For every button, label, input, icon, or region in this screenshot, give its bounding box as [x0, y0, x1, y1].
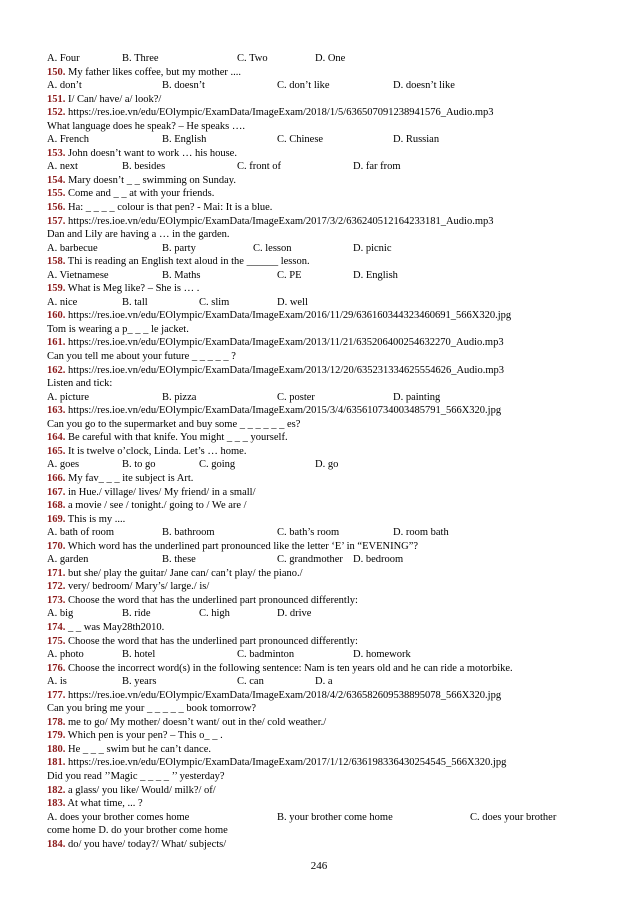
question-line	[47, 540, 607, 554]
answer-options	[47, 296, 607, 310]
question-line	[47, 174, 607, 188]
question-number: 162.	[47, 364, 66, 376]
answer-option: C. lesson	[253, 242, 292, 254]
answer-option: D. well	[277, 296, 308, 308]
question-text: He _ _ _ swim but he can’t dance.	[65, 743, 211, 755]
question-number: 150.	[47, 66, 66, 78]
question-line	[47, 689, 607, 703]
answer-options	[47, 553, 607, 567]
question-line	[47, 797, 607, 811]
question-number: 172.	[47, 581, 66, 593]
question-number: 153.	[47, 147, 66, 159]
question-line	[47, 350, 607, 364]
answer-option: B. bathroom	[162, 527, 215, 539]
answer-option: A. picture	[47, 391, 89, 403]
answer-options	[47, 242, 607, 256]
question-text: Can you go to the supermarket and buy some _ _ _ _ _ _ es?	[47, 418, 301, 430]
question-line	[47, 716, 607, 730]
question-line	[47, 255, 607, 269]
answer-option: C. can	[237, 676, 264, 688]
question-line	[47, 431, 607, 445]
answer-option: B. doesn’t	[162, 80, 205, 92]
answer-option: C. Two	[237, 53, 268, 64]
question-line	[47, 106, 607, 120]
answer-option: D. drive	[277, 608, 312, 620]
answer-option: D. doesn’t like	[393, 80, 455, 92]
answer-option: C. front of	[237, 161, 282, 173]
answer-option: D. picnic	[353, 242, 392, 254]
question-line	[47, 377, 607, 391]
answer-option: C. Chinese	[277, 134, 324, 146]
question-number: 155.	[47, 188, 66, 200]
answer-option: D. bedroom	[353, 554, 404, 566]
question-text: https://res.ioe.vn/edu/EOlympic/ExamData/ImageExam/2018/1/5/636507091238941576_Audio.mp3	[65, 107, 494, 119]
question-text: a movie / see / tonight./ going to / We are /	[65, 500, 247, 512]
question-text: I/ Can/ have/ a/ look?/	[65, 93, 162, 105]
answer-option: D. homework	[353, 649, 411, 661]
question-text: Which word has the underlined part pronounced like the letter ‘E’ in “EVENING”?	[65, 540, 419, 552]
answer-options	[47, 79, 607, 93]
question-text: Be careful with that knife. You might _ _ _ yourself.	[65, 432, 288, 444]
question-text: Which pen is your pen? – This o_ _ .	[65, 730, 223, 742]
question-number: 176.	[47, 662, 66, 674]
question-line	[47, 486, 607, 500]
question-line	[47, 187, 607, 201]
answer-option: A. goes	[47, 459, 80, 471]
answer-option: A. nice	[47, 296, 78, 308]
answer-option: B. Maths	[162, 269, 201, 281]
question-line	[47, 228, 607, 242]
answer-option: C. don’t like	[277, 80, 330, 92]
question-text: me to go/ My mother/ doesn’t want/ out in the/ cold weather./	[65, 716, 327, 728]
question-text: Can you bring me your _ _ _ _ _ book tomorrow?	[47, 703, 257, 715]
question-text: a glass/ you like/ Would/ milk?/ of/	[65, 784, 216, 796]
question-number: 167.	[47, 486, 66, 498]
question-number: 160.	[47, 310, 66, 322]
question-text: https://res.ioe.vn/edu/EOlympic/ExamData/ImageExam/2016/11/29/636160344323460691_566X320.jpg	[65, 310, 512, 322]
question-text: Did you read ’’Magic _ _ _ _ ’’ yesterday?	[47, 770, 225, 782]
question-number: 174.	[47, 621, 66, 633]
question-number: 165.	[47, 445, 66, 457]
answer-option: D. a	[315, 676, 333, 688]
answer-options	[47, 675, 607, 689]
question-text: https://res.ioe.vn/edu/EOlympic/ExamData/ImageExam/2017/3/2/636240512164233181_Audio.mp3	[65, 215, 494, 227]
question-text: Can you tell me about your future _ _ _ _ _ ?	[47, 351, 236, 363]
question-text: What is Meg like? – She is … .	[65, 283, 200, 295]
question-number: 177.	[47, 689, 66, 701]
question-text: very/ bedroom/ Mary’s/ large./ is/	[65, 581, 210, 593]
question-line	[47, 323, 607, 337]
answer-option: B. these	[162, 554, 196, 566]
answer-option: C. slim	[199, 296, 230, 308]
answer-option: B. besides	[122, 161, 166, 173]
answer-options	[47, 133, 607, 147]
question-line	[47, 418, 607, 432]
question-text: Dan and Lily are having a … in the garden.	[47, 229, 230, 241]
answer-option: B. hotel	[122, 649, 156, 661]
answer-option: A. photo	[47, 649, 84, 661]
question-number: 178.	[47, 716, 66, 728]
question-line	[47, 336, 607, 350]
question-number: 182.	[47, 784, 66, 796]
answer-option: C. poster	[277, 391, 315, 403]
question-number: 161.	[47, 337, 66, 349]
question-line	[47, 364, 607, 378]
question-text: Choose the word that has the underlined part pronounced differently:	[65, 594, 358, 606]
question-number: 168.	[47, 500, 66, 512]
question-text: John doesn’t want to work … his house.	[65, 147, 237, 159]
question-text: Thi is reading an English text aloud in the ______ lesson.	[65, 256, 310, 268]
answer-option: B. tall	[122, 296, 148, 308]
question-text: https://res.ioe.vn/edu/EOlympic/ExamData/ImageExam/2018/4/2/636582609538895078_566X320.jpg	[65, 689, 502, 701]
question-number: 181.	[47, 757, 66, 769]
question-text: but she/ play the guitar/ Jane can/ can’t play/ the piano./	[65, 567, 303, 579]
question-line	[47, 594, 607, 608]
answer-option: A. Four	[47, 53, 80, 64]
answer-option: D. Russian	[393, 134, 440, 146]
question-number: 152.	[47, 107, 66, 119]
question-line	[47, 824, 607, 838]
answer-options	[47, 811, 607, 825]
question-line	[47, 662, 607, 676]
answer-options	[47, 648, 607, 662]
answer-option: B. party	[162, 242, 196, 254]
question-line	[47, 93, 607, 107]
page-number: 246	[310, 860, 328, 872]
answer-options	[47, 607, 607, 621]
question-line	[47, 621, 607, 635]
question-text: Tom is wearing a p_ _ _ le jacket.	[47, 323, 189, 335]
question-number: 166.	[47, 472, 66, 484]
answer-options	[47, 526, 607, 540]
question-line	[47, 215, 607, 229]
answer-option: A. bath of room	[47, 527, 115, 539]
answer-option: A. next	[47, 161, 78, 173]
answer-option: B. years	[122, 676, 157, 688]
answer-option: B. English	[162, 134, 207, 146]
answer-option: C. high	[199, 608, 230, 620]
question-number: 163.	[47, 405, 66, 417]
question-text: Choose the word that has the underlined part pronounced differently:	[65, 635, 358, 647]
question-number: 179.	[47, 730, 66, 742]
question-text: https://res.ioe.vn/edu/EOlympic/ExamData/ImageExam/2013/12/20/635231334625554626_Audio.mp3	[65, 364, 504, 376]
question-line	[47, 756, 607, 770]
answer-options	[47, 160, 607, 174]
question-text: Mary doesn’t _ _ swimming on Sunday.	[65, 174, 236, 186]
question-line	[47, 445, 607, 459]
question-line	[47, 729, 607, 743]
question-number: 171.	[47, 567, 66, 579]
answer-option: A. does your brother comes home	[47, 811, 190, 823]
question-text: Come and _ _ at with your friends.	[65, 188, 215, 200]
question-text: My fav_ _ _ ite subject is Art.	[65, 472, 194, 484]
question-line	[47, 499, 607, 513]
question-line	[47, 635, 607, 649]
answer-options	[47, 52, 607, 66]
question-number: 170.	[47, 540, 66, 552]
question-text: https://res.ioe.vn/edu/EOlympic/ExamData/ImageExam/2017/1/12/636198336430254545_566X320.jpg	[65, 757, 507, 769]
question-line	[47, 838, 607, 852]
question-line	[47, 770, 607, 784]
question-line	[47, 120, 607, 134]
answer-option: B. pizza	[162, 391, 197, 403]
answer-option: B. ride	[122, 608, 151, 620]
question-text: Listen and tick:	[47, 378, 113, 390]
question-text: At what time, ... ?	[65, 798, 143, 810]
answer-option: D. room bath	[393, 527, 449, 539]
question-text: do/ you have/ today?/ What/ subjects/	[65, 838, 227, 850]
question-text: https://res.ioe.vn/edu/EOlympic/ExamData/ImageExam/2015/3/4/635610734003485791_566X320.jpg	[65, 405, 502, 417]
answer-option: A. garden	[47, 554, 89, 566]
question-line	[47, 282, 607, 296]
question-number: 159.	[47, 283, 66, 295]
question-text: Choose the incorrect word(s) in the following sentence: Nam is ten years old and he can ride a motorbike.	[65, 662, 513, 674]
question-number: 173.	[47, 594, 66, 606]
question-text: What language does he speak? – He speaks ….	[47, 120, 245, 132]
answer-option: D. far from	[353, 161, 401, 173]
answer-option: A. big	[47, 608, 74, 620]
question-number: 158.	[47, 256, 66, 268]
answer-option: A. don’t	[47, 80, 82, 92]
question-number: 169.	[47, 513, 66, 525]
question-number: 151.	[47, 93, 66, 105]
answer-option: B. your brother come home	[277, 811, 393, 823]
question-line	[47, 404, 607, 418]
question-line	[47, 743, 607, 757]
question-text: This is my ....	[65, 513, 126, 525]
question-text: in Hue./ village/ lives/ My friend/ in a small/	[65, 486, 256, 498]
question-number: 183.	[47, 798, 66, 810]
question-list	[47, 52, 607, 851]
question-line	[47, 66, 607, 80]
question-number: 180.	[47, 743, 66, 755]
question-number: 164.	[47, 432, 66, 444]
question-line	[47, 147, 607, 161]
question-number: 184.	[47, 838, 66, 850]
question-line	[47, 472, 607, 486]
question-line	[47, 513, 607, 527]
question-text: It is twelve o’clock, Linda. Let’s … home.	[65, 445, 247, 457]
question-line	[47, 702, 607, 716]
question-text: My father likes coffee, but my mother ....	[65, 66, 242, 78]
answer-option: D. go	[315, 459, 339, 471]
answer-option: A. French	[47, 134, 89, 146]
question-number: 156.	[47, 202, 66, 214]
answer-option: B. to go	[122, 459, 156, 471]
answer-options	[47, 391, 607, 405]
answer-option: D. One	[315, 53, 346, 64]
answer-options	[47, 458, 607, 472]
answer-option: C. going	[199, 459, 236, 471]
answer-option: C. grandmother	[277, 554, 343, 566]
question-line	[47, 784, 607, 798]
question-text: https://res.ioe.vn/edu/EOlympic/ExamData/ImageExam/2013/11/21/635206400254632270_Audio.mp3	[65, 337, 504, 349]
question-number: 154.	[47, 174, 66, 186]
answer-option: C. bath’s room	[277, 527, 340, 539]
answer-option: A. Vietnamese	[47, 269, 109, 281]
answer-option: C. does your brother	[470, 811, 557, 823]
answer-option: D. painting	[393, 391, 441, 403]
answer-options	[47, 269, 607, 283]
question-number: 157.	[47, 215, 66, 227]
answer-option: C. badminton	[237, 649, 295, 661]
answer-option: B. Three	[122, 53, 159, 64]
question-number: 175.	[47, 635, 66, 647]
question-text: Ha: _ _ _ _ colour is that pen? - Mai: It is a blue.	[65, 202, 273, 214]
answer-option: D. English	[353, 269, 398, 281]
question-line	[47, 309, 607, 323]
question-line	[47, 201, 607, 215]
question-text: come home D. do your brother come home	[47, 825, 228, 837]
answer-option: A. is	[47, 676, 67, 688]
question-text: _ _ was May28th2010.	[65, 621, 165, 633]
answer-option: A. barbecue	[47, 242, 98, 254]
answer-option: C. PE	[277, 269, 302, 281]
question-line	[47, 580, 607, 594]
question-line	[47, 567, 607, 581]
